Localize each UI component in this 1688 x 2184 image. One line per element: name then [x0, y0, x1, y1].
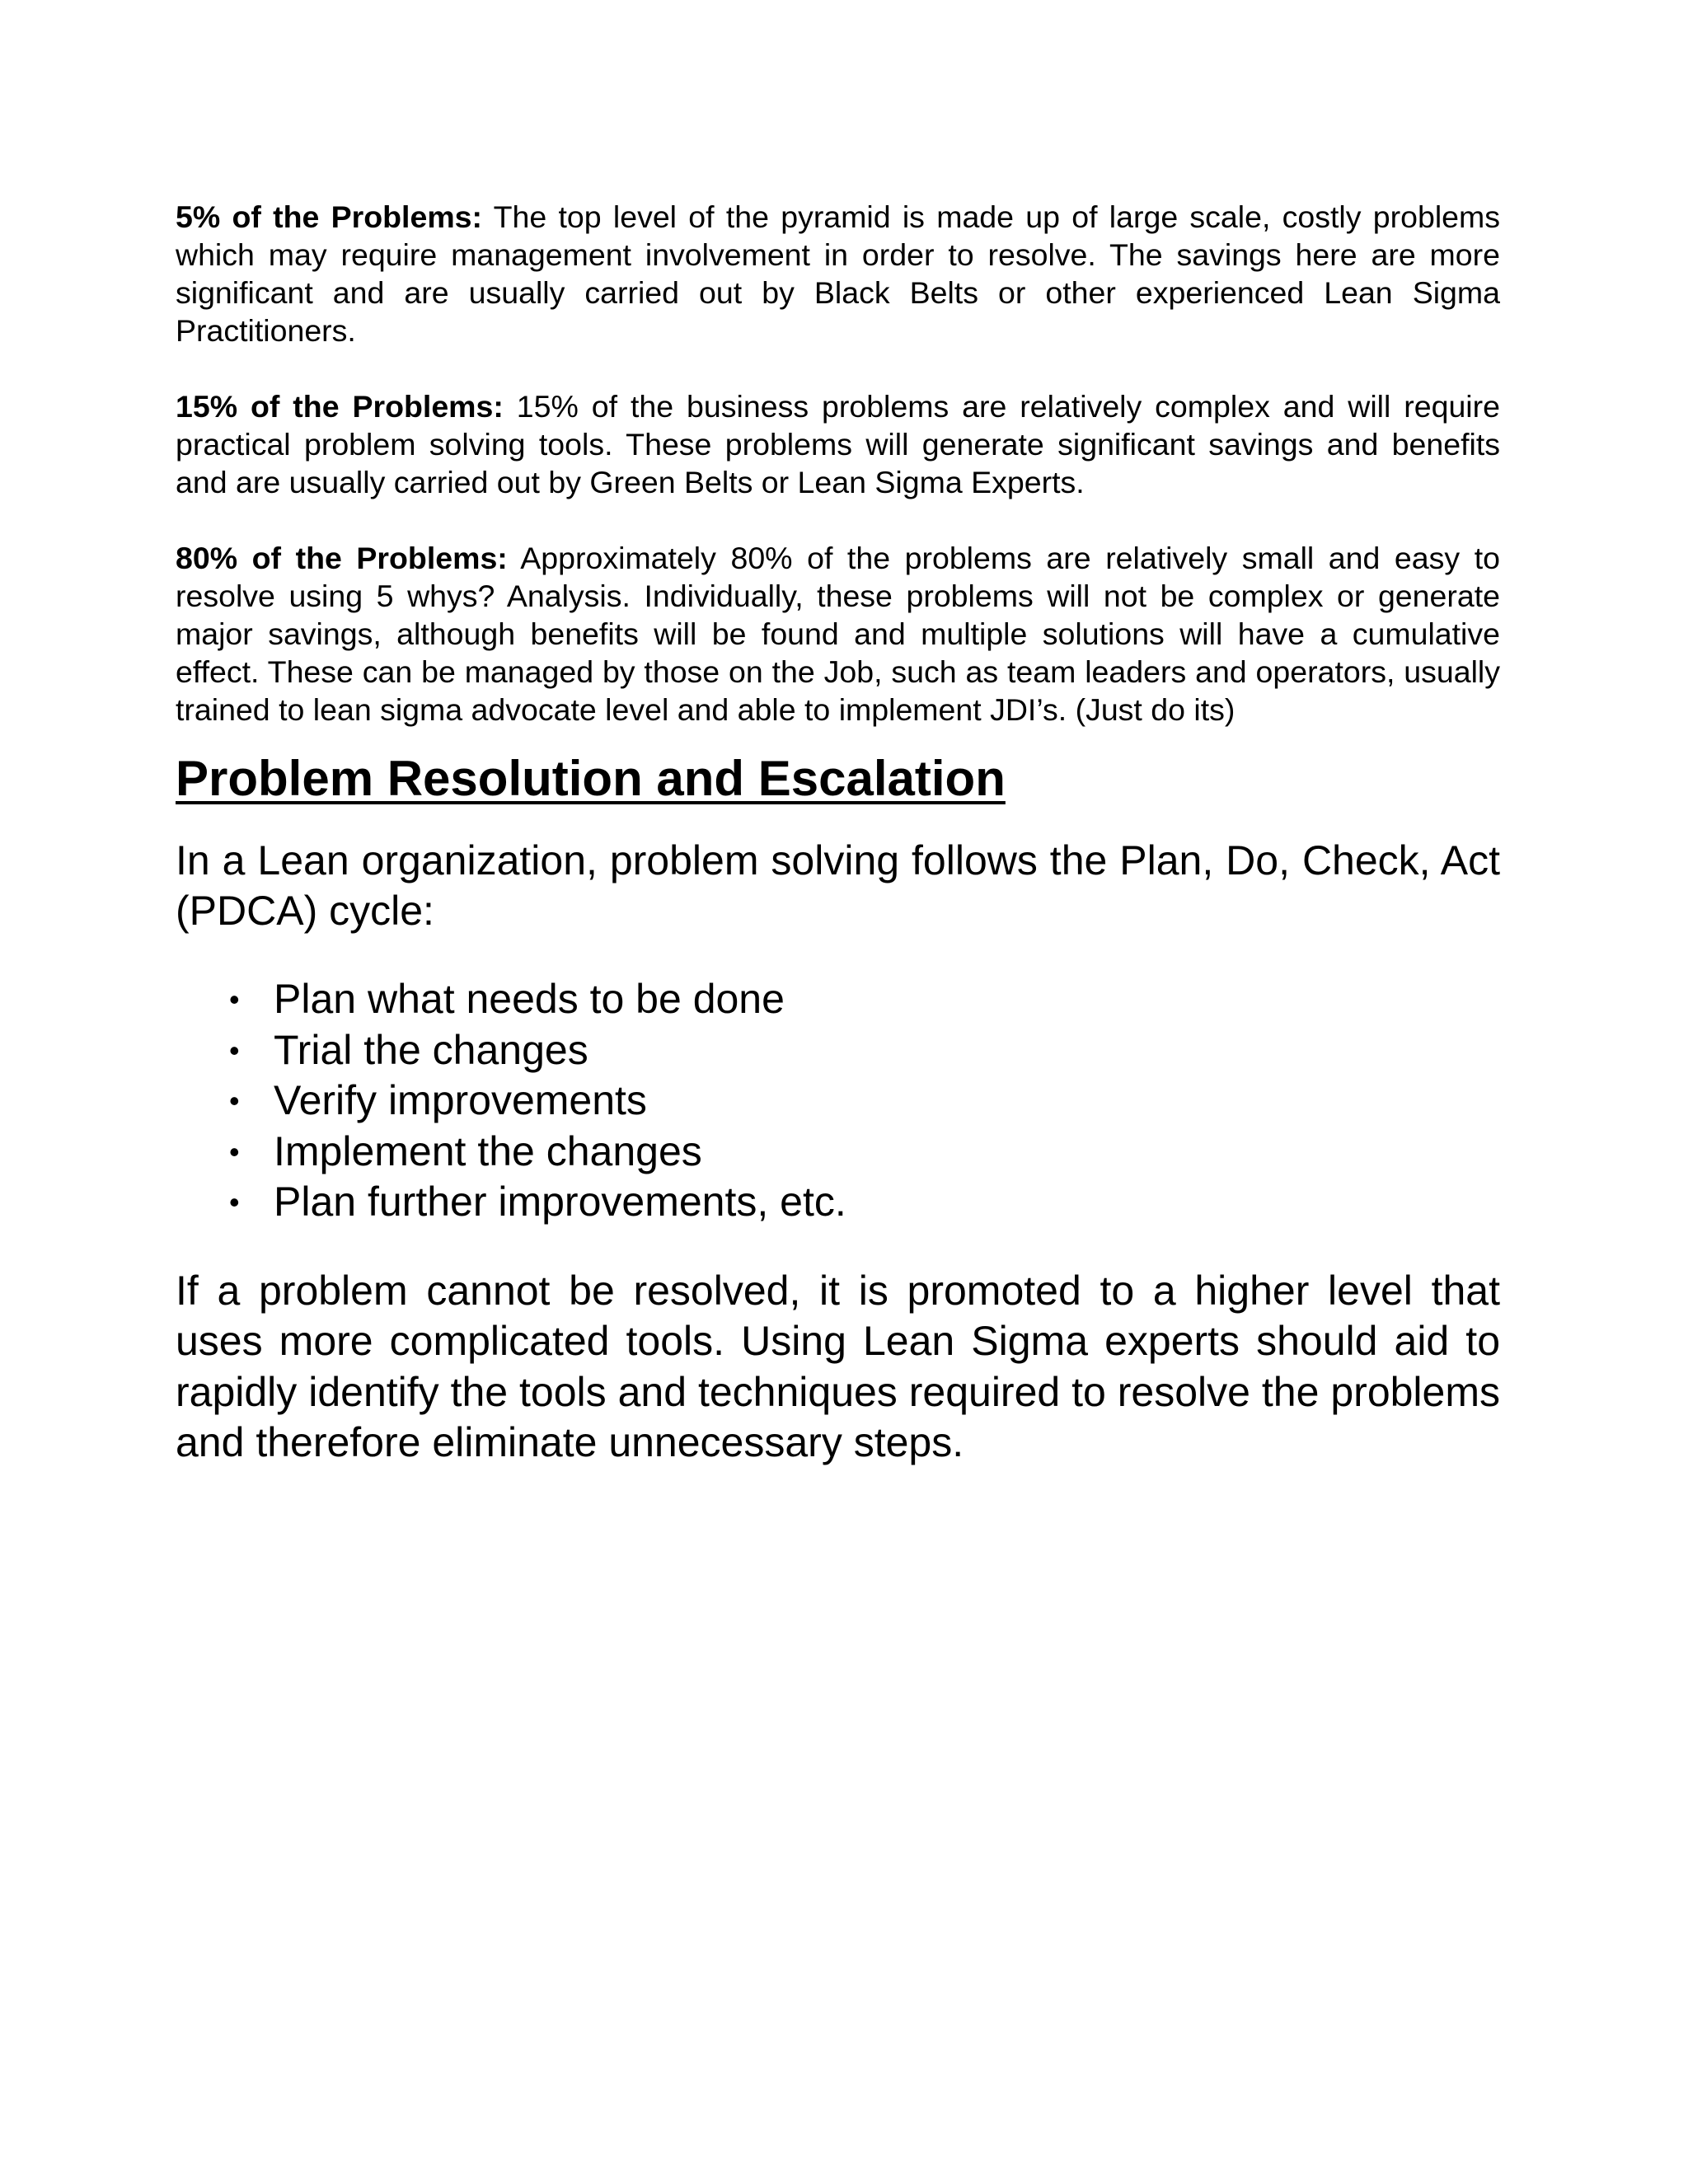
- list-item: [176, 1076, 1500, 1127]
- pdca-bullet-list: [176, 974, 1500, 1228]
- list-item-text: Plan what needs to be done: [274, 976, 785, 1022]
- paragraph-lead: 80% of the Problems:: [176, 541, 508, 575]
- paragraph-lead: 15% of the Problems:: [176, 389, 504, 424]
- bullet-icon: •: [229, 1084, 240, 1118]
- list-item-text: Implement the changes: [274, 1127, 702, 1174]
- bullet-icon: •: [229, 1033, 240, 1067]
- paragraph-text: 15% of the business problems are relatively complex and will require practical problem solving tools. These problems will generate significant savings and benefits and are usually carried out by Green Belts or Lean Sigma Experts.: [176, 389, 1500, 499]
- section-intro: In a Lean organization, problem solving follows the Plan, Do, Check, Act (PDCA) cycle:: [176, 837, 1500, 934]
- paragraph-15-percent: [176, 387, 1500, 501]
- paragraph-text: Approximately 80% of the problems are relatively small and easy to resolve using 5 whys? Analysis. Individually, these problems will not be complex or generate major savings, although benefits will be found and multiple solutions will have a cumulative effect. These can be managed by those on the Job, such as team leaders and operators, usually trained to lean sigma advocate level and able to implement JDI’s. (Just do its): [176, 541, 1500, 727]
- list-item-text: Verify improvements: [274, 1077, 647, 1123]
- list-item: [176, 1025, 1500, 1076]
- bullet-icon: •: [229, 1185, 240, 1219]
- section-heading: Problem Resolution and Escalation: [176, 751, 1006, 806]
- bullet-icon: •: [229, 982, 240, 1016]
- list-item: [176, 1177, 1500, 1228]
- list-item: [176, 1127, 1500, 1178]
- document-page: [176, 198, 1500, 1469]
- paragraph-80-percent: [176, 539, 1500, 729]
- paragraph-lead: 5% of the Problems:: [176, 199, 483, 234]
- list-item: [176, 974, 1500, 1025]
- closing-paragraph: If a problem cannot be resolved, it is promoted to a higher level that uses more complicated tools. Using Lean Sigma experts should aid to rapidly identify the tools and techniques required to resolve the problems and therefore eliminate unnecessary steps.: [176, 1267, 1500, 1465]
- paragraph-5-percent: [176, 198, 1500, 349]
- list-item-text: Trial the changes: [274, 1026, 588, 1073]
- bullet-icon: •: [229, 1134, 240, 1169]
- list-item-text: Plan further improvements, etc.: [274, 1179, 846, 1225]
- paragraph-text: The top level of the pyramid is made up of large scale, costly problems which may require management involvement in order to resolve. The savings here are more significant and are usually carried out by Black Belts or other experienced Lean Sigma Practitioners.: [176, 199, 1501, 348]
